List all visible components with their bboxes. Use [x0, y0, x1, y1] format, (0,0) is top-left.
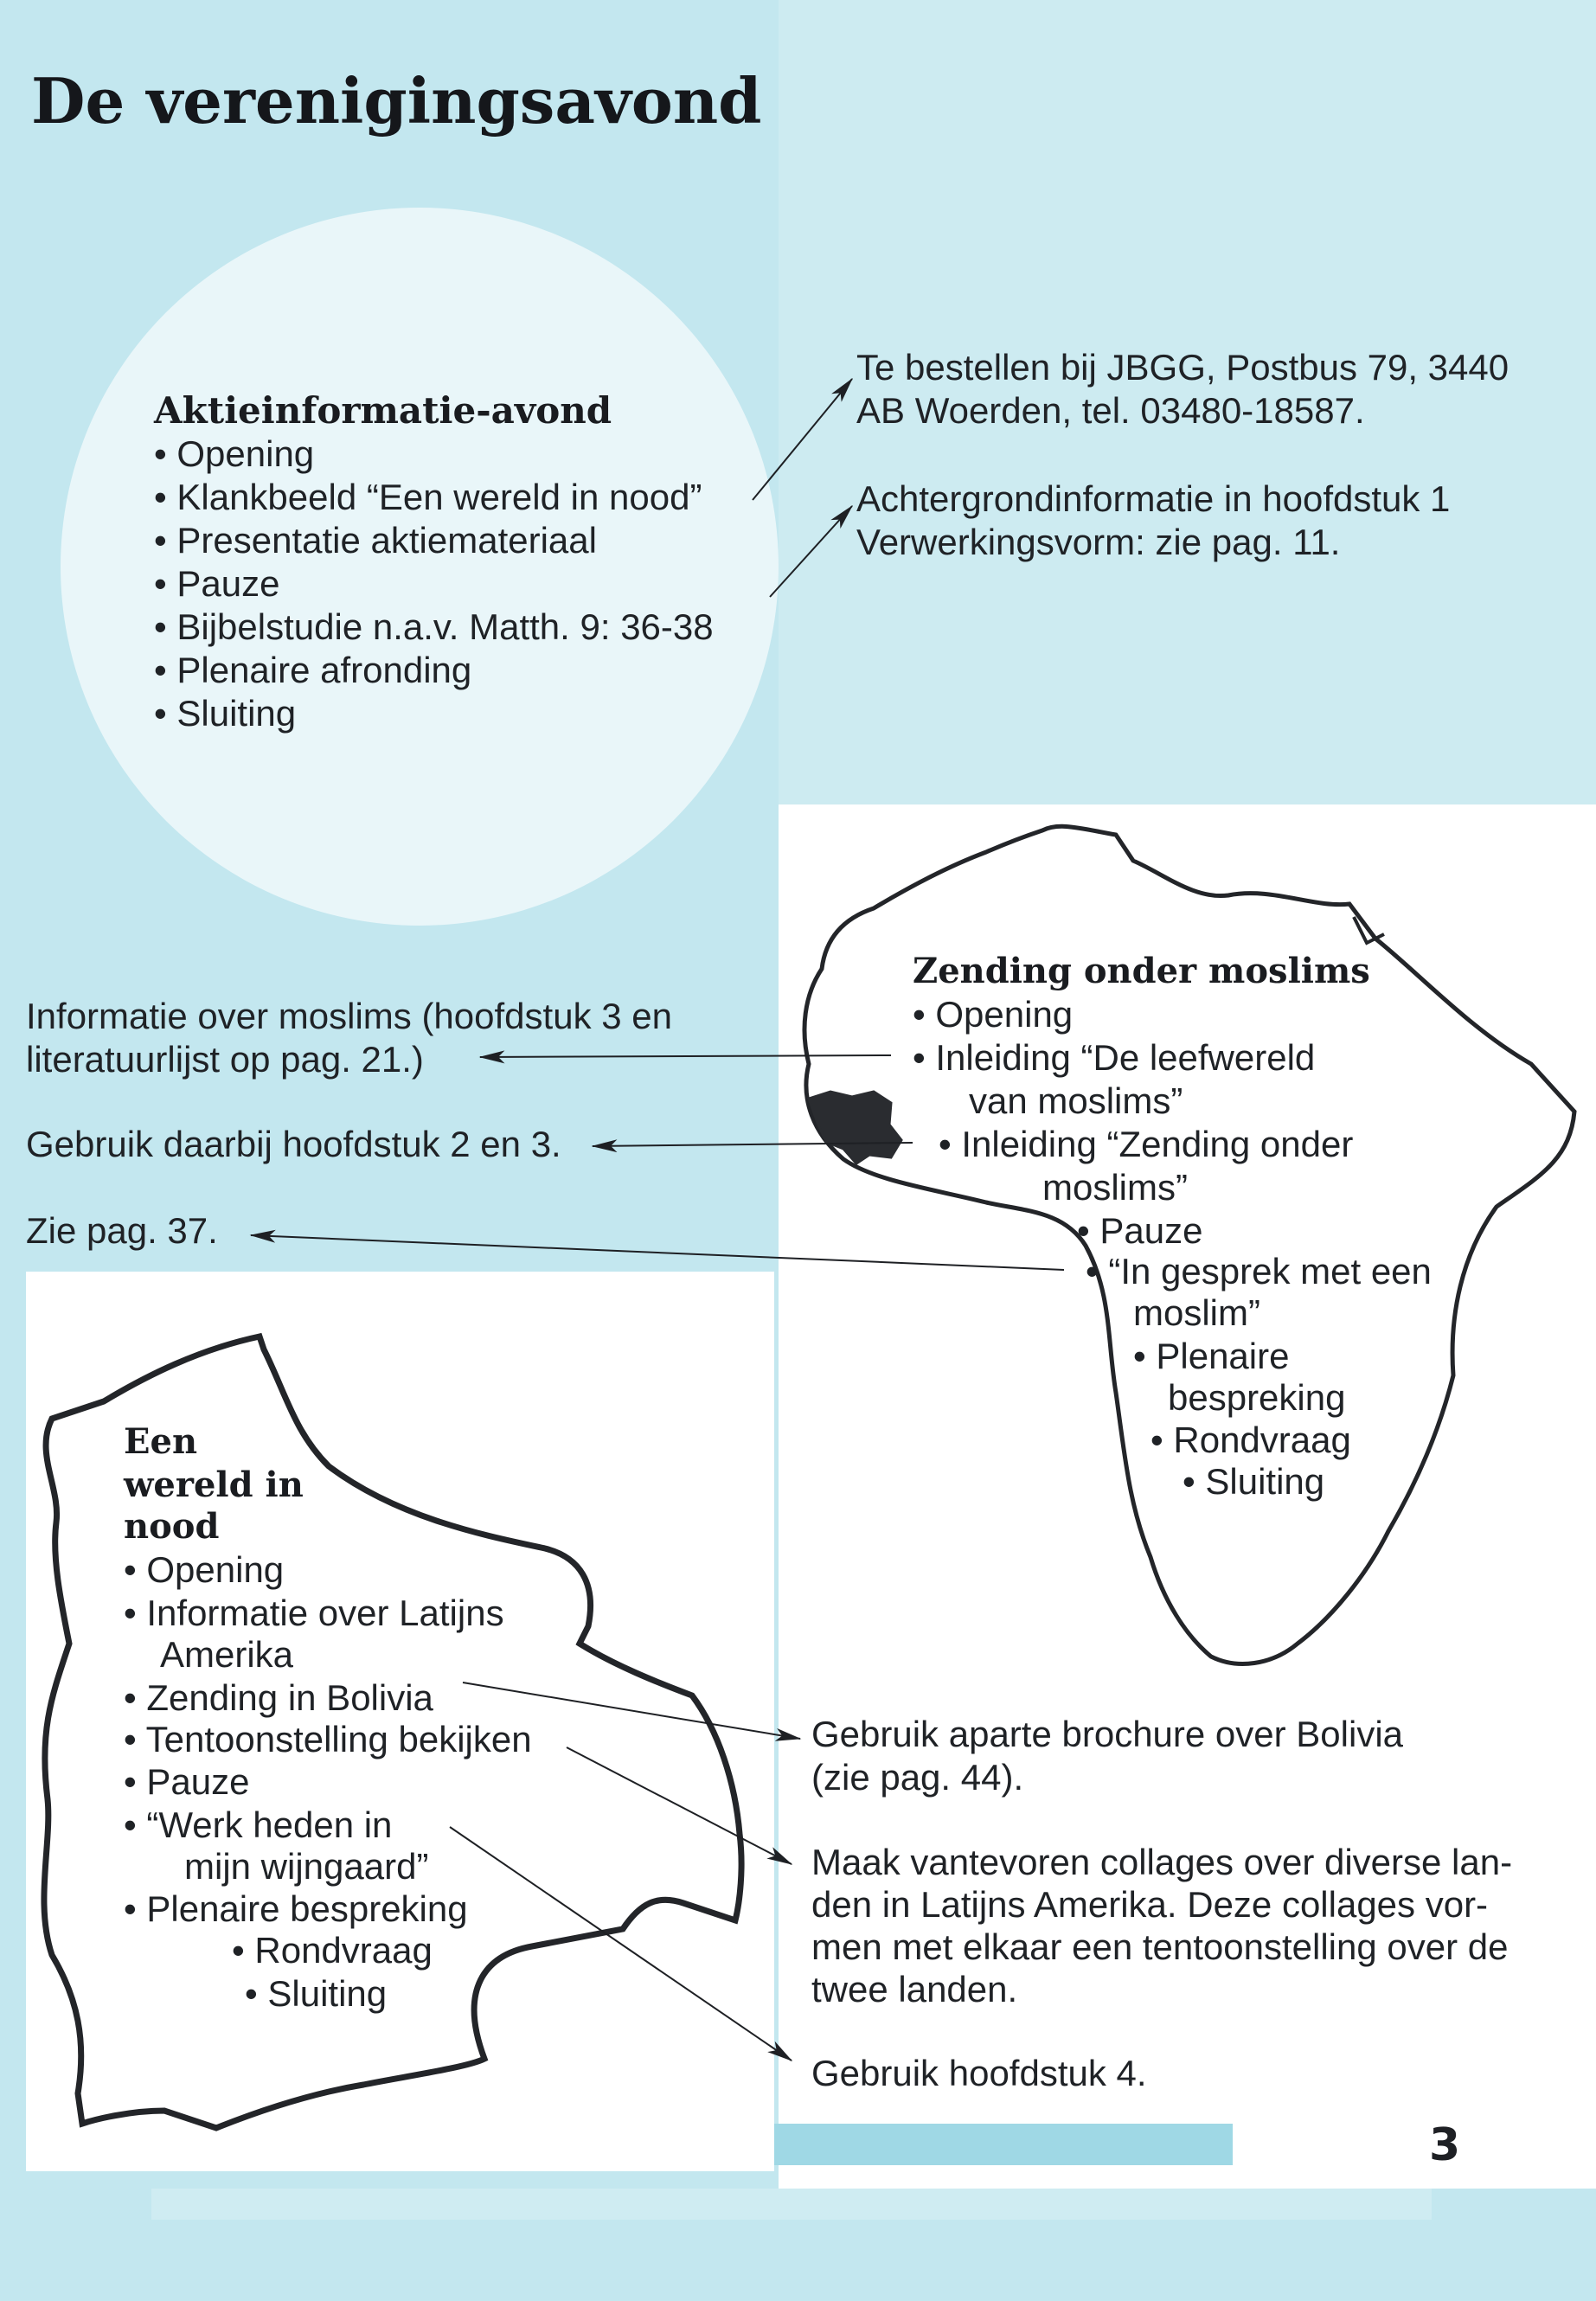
guinea-highlight — [809, 1092, 901, 1163]
nood-item-wijngaard-cont: mijn wijngaard” — [184, 1846, 429, 1887]
moslims-item-gesprek: • “In gesprek met een — [1086, 1251, 1432, 1292]
aktie-item-bijbelstudie: • Bijbelstudie n.a.v. Matth. 9: 36-38 — [154, 606, 714, 647]
moslims-item-pauze: • Pauze — [1077, 1210, 1203, 1251]
nood-heading-line1: Een — [124, 1421, 198, 1462]
arrow-gesprek-seepage — [251, 1235, 1064, 1270]
collage-note-line2: den in Latijns Amerika. Deze collages vor- — [811, 1884, 1489, 1925]
collage-note-line3: men met elkaar een tentoonstelling over de — [811, 1926, 1509, 1967]
bolivia-note-line2: (zie pag. 44). — [811, 1757, 1024, 1798]
nood-item-latijns-cont: Amerika — [160, 1634, 294, 1675]
nood-item-sluiting: • Sluiting — [245, 1973, 388, 2014]
aktie-heading: Aktieinformatie-avond — [154, 389, 612, 432]
nood-item-bolivia: • Zending in Bolivia — [124, 1677, 433, 1718]
aktie-program-list — [154, 433, 714, 735]
arrow-bijbelstudie-background — [770, 506, 852, 597]
order-note-line1: Te bestellen bij JBGG, Postbus 79, 3440 — [856, 347, 1509, 388]
page-number: 3 — [1429, 2119, 1461, 2171]
moslims-item-plenaire-cont: bespreking — [1168, 1377, 1346, 1418]
nood-item-latijns: • Informatie over Latijns — [124, 1593, 504, 1633]
moslims-item-plenaire: • Plenaire — [1133, 1336, 1290, 1376]
nood-item-opening: • Opening — [124, 1549, 285, 1590]
order-note-line2: AB Woerden, tel. 03480-18587. — [856, 390, 1365, 431]
chapter4-note: Gebruik hoofdstuk 4. — [811, 2053, 1147, 2093]
nood-item-plenaire: • Plenaire bespreking — [124, 1888, 468, 1929]
moslims-item-sluiting: • Sluiting — [1183, 1461, 1325, 1502]
nood-heading-line2: wereld in — [124, 1465, 304, 1505]
moslims-item-zending: • Inleiding “Zending onder — [939, 1124, 1354, 1164]
moslims-item-rondvraag: • Rondvraag — [1151, 1420, 1351, 1460]
moslims-info-note-line1: Informatie over moslims (hoofdstuk 3 en — [26, 996, 672, 1036]
nood-item-rondvraag: • Rondvraag — [232, 1930, 433, 1971]
nood-heading-line3: nood — [124, 1506, 220, 1547]
moslims-item-leefwereld-cont: van moslims” — [969, 1080, 1183, 1121]
nood-item-pauze: • Pauze — [124, 1761, 250, 1802]
arrow-klankbeeld-order — [753, 379, 852, 500]
moslims-item-leefwereld: • Inleiding “De leefwereld — [913, 1037, 1316, 1078]
moslims-heading: Zending onder moslims — [913, 951, 1370, 991]
moslims-item-zending-cont: moslims” — [1042, 1167, 1188, 1208]
background-note-line2: Verwerkingsvorm: zie pag. 11. — [856, 522, 1341, 562]
nood-item-tentoonstelling: • Tentoonstelling bekijken — [124, 1719, 532, 1759]
aktie-item-sluiting: • Sluiting — [154, 693, 297, 734]
moslims-item-opening: • Opening — [913, 994, 1074, 1035]
page-title: De verenigingsavond — [31, 64, 762, 138]
moslims-chapters-note: Gebruik daarbij hoofdstuk 2 en 3. — [26, 1124, 561, 1164]
moslims-item-gesprek-cont: moslim” — [1133, 1292, 1260, 1333]
aktie-item-pauze: • Pauze — [154, 563, 280, 604]
background-note-line1: Achtergrondinformatie in hoofdstuk 1 — [856, 478, 1451, 519]
nood-item-wijngaard: • “Werk heden in — [124, 1804, 393, 1845]
moslims-info-note-line2: literatuurlijst op pag. 21.) — [26, 1039, 424, 1080]
collage-note-line1: Maak vantevoren collages over diverse lan- — [811, 1842, 1513, 1882]
moslims-seepage-note: Zie pag. 37. — [26, 1210, 218, 1251]
aktie-item-opening: • Opening — [154, 433, 315, 474]
aktie-item-afronding: • Plenaire afronding — [154, 650, 472, 690]
collage-note-line4: twee landen. — [811, 1969, 1018, 2009]
aktie-item-presentatie: • Presentatie aktiemateriaal — [154, 520, 597, 561]
aktie-item-klankbeeld: • Klankbeeld “Een wereld in nood” — [154, 477, 702, 517]
bolivia-note-line1: Gebruik aparte brochure over Bolivia — [811, 1714, 1404, 1754]
